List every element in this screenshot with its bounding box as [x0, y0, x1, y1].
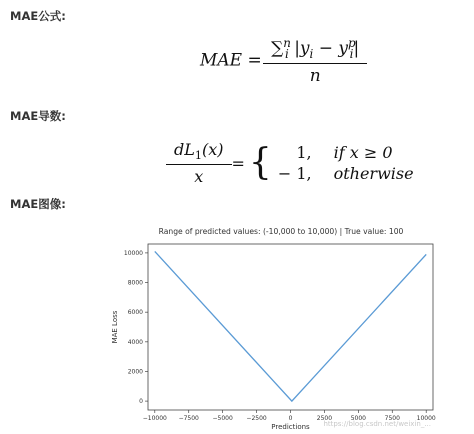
- x-tick-label: 0: [288, 415, 293, 422]
- chart-title: Range of predicted values: (-10,000 to 10,000) | True value: 100: [158, 227, 404, 236]
- mae-formula: MAE = $\frac{\sum^n_i |y_i - y^p_i|}{n}$: [200, 36, 363, 86]
- y-tick-label: 6000: [127, 309, 143, 317]
- formula-yp-sub: i: [349, 47, 354, 62]
- formula-y: y: [299, 38, 310, 59]
- watermark: https://blog.csdn.net/weixin_...: [323, 420, 431, 428]
- case2-condition: otherwise: [333, 164, 414, 184]
- formula-lhs: MAE: [200, 50, 243, 71]
- derivative-heading: MAE导数:: [10, 109, 66, 123]
- y-tick-label: 4000: [127, 338, 143, 346]
- sum-symbol: ∑: [271, 38, 284, 59]
- derivative-numerator-sub: 1: [194, 149, 202, 163]
- formula-denominator: n: [263, 63, 367, 86]
- x-tick-label: 7500: [384, 415, 400, 422]
- sum-upper: n: [283, 36, 291, 50]
- x-axis-label: Predictions: [271, 423, 310, 430]
- y-tick-label: 2000: [127, 368, 143, 376]
- y-axis-label: MAE Loss: [111, 310, 119, 344]
- plot-heading: MAE图像:: [10, 197, 66, 211]
- case2-value: − 1,: [277, 164, 312, 184]
- x-tick-label: 10000: [416, 415, 436, 422]
- x-tick-label: −5000: [212, 415, 233, 422]
- plot-frame: [148, 244, 433, 410]
- formula-minus: −: [318, 38, 333, 59]
- formula-heading: MAE公式:: [10, 9, 66, 23]
- loss-line: [155, 251, 426, 401]
- formula-yp: y: [338, 38, 349, 59]
- case1-value: 1,: [296, 143, 312, 163]
- x-tick-label: 2500: [316, 415, 333, 422]
- derivative-fraction: [170, 140, 228, 186]
- derivative-numerator-arg: (x): [202, 140, 224, 159]
- mae-chart-svg: [105, 220, 437, 430]
- y-tick-label: 8000: [127, 279, 143, 287]
- x-tick-label: −7500: [178, 415, 199, 422]
- mae-chart: [105, 220, 437, 430]
- x-tick-label: −10000: [142, 415, 167, 422]
- sum-lower: i: [284, 47, 289, 62]
- formula-y-sub: i: [309, 47, 314, 62]
- y-tick-label: 0: [139, 398, 143, 406]
- formula-fraction: $\frac{\sum^n_i |y_i - y^p_i|}{n}$: [267, 36, 363, 86]
- y-tick-label: 10000: [123, 249, 143, 257]
- x-tick-label: −2500: [246, 415, 267, 422]
- mae-derivative: $\frac{dL_1(x)}{x}$ = { 1, if x ≥ 0 − 1, otherwise: [170, 140, 414, 186]
- x-tick-label: 5000: [350, 415, 366, 422]
- y-axis: [124, 250, 148, 405]
- formula-yp-sup: p: [348, 36, 356, 50]
- derivative-numerator: dL: [174, 140, 195, 159]
- case1-condition: if x ≥ 0: [333, 143, 393, 163]
- derivative-denominator: x: [166, 164, 232, 186]
